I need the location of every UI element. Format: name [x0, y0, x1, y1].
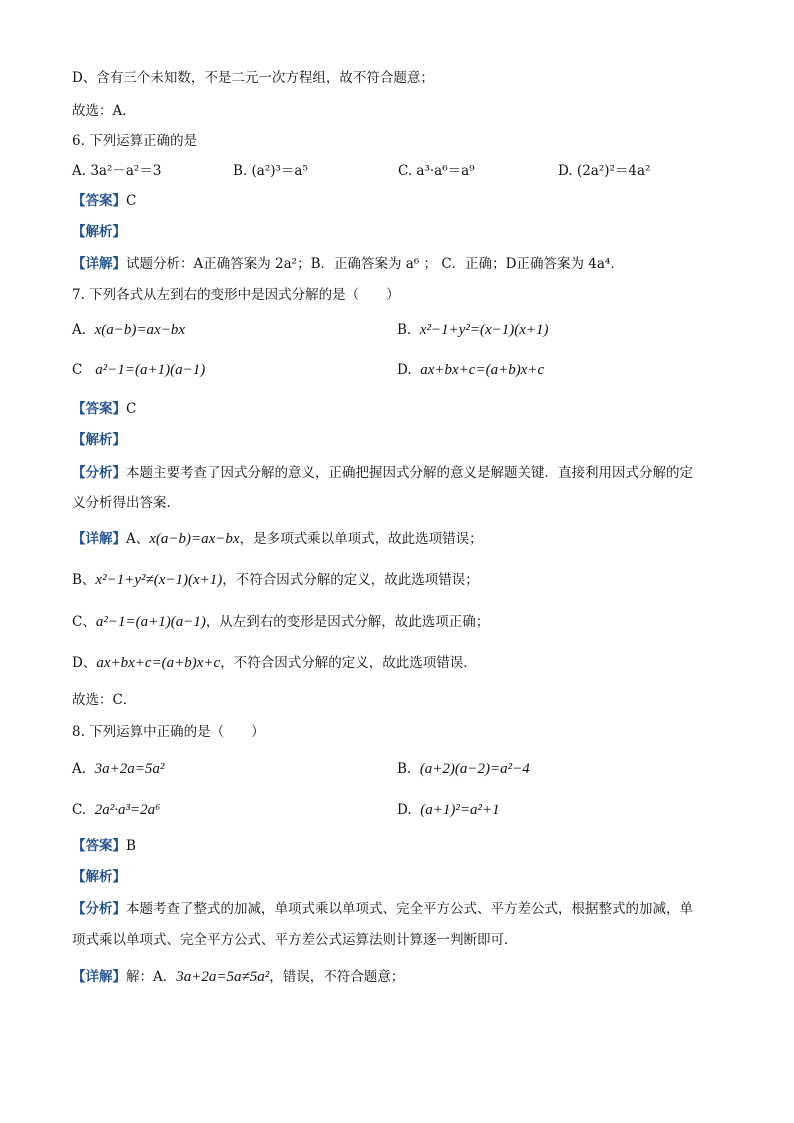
q7-fenxi-text: 本题主要考查了因式分解的意义，正确把握因式分解的意义是解题关键．直接利用因式分解的定: [126, 465, 693, 481]
q7-detail-c-text: ，从左到右的变形是因式分解，故此选项正确；: [205, 614, 490, 630]
q7-fenxi-line1: [72, 463, 693, 483]
q7-detail-d-text: ，不符合因式分解的定义，故此选项错误．: [220, 655, 477, 671]
q6-answer-value: C: [126, 193, 137, 209]
q7-detail-d-prefix: D、: [72, 655, 97, 671]
q7-answer: [72, 399, 136, 419]
answer-tag: 【答案】: [72, 193, 126, 209]
q7-detail-d-math: ax+bx+c=(a+b)x+c: [96, 655, 221, 671]
fenxi-tag: 【分析】: [72, 465, 126, 481]
q7-detail-c: [72, 612, 489, 632]
q8-option-c: [72, 800, 160, 820]
q5-option-d-explanation: D、含有三个未知数，不是二元一次方程组，故不符合题意；: [72, 70, 434, 86]
q7-option-b-label: B.: [397, 322, 412, 338]
q8-fenxi-line2: 项式乘以单项式、完全平方公式、平方差公式运算法则计算逐一判断即可．: [72, 932, 518, 948]
q7-option-a: [72, 320, 185, 340]
detail-tag: 【详解】: [72, 256, 126, 272]
q7-detail-a-prefix: A、: [126, 531, 150, 547]
q8-detail-prefix: 解：A．: [126, 969, 177, 985]
q8-option-c-math: 2a²·a³=2a⁶: [94, 802, 161, 818]
q8-fenxi-line1: [72, 899, 693, 919]
q8-option-b: [397, 759, 530, 779]
q7-choice: 故选：C．: [72, 692, 137, 708]
q8-fenxi-text: 本题考查了整式的加减，单项式乘以单项式、完全平方公式、平方差公式，根据整式的加减，单: [126, 901, 693, 917]
q7-analysis-heading: [72, 430, 126, 450]
detail-tag: 【详解】: [72, 969, 126, 985]
q7-option-a-label: A.: [72, 322, 87, 338]
q8-option-d: [397, 800, 500, 820]
q6-option-c: C. a³·a⁶＝a⁹: [398, 163, 475, 179]
q6-detail: [72, 254, 624, 274]
q8-detail-math: 3a+2a=5a≠5a²: [176, 969, 270, 985]
q8-option-a-math: 3a+2a=5a²: [94, 761, 165, 777]
q8-option-b-label: B.: [397, 761, 412, 777]
q8-answer-value: B: [126, 838, 136, 854]
q8-option-b-math: (a+2)(a−2)=a²−4: [419, 761, 530, 777]
q7-option-c-label: C: [72, 362, 83, 378]
q7-option-c: [72, 360, 205, 380]
q8-option-d-label: D.: [397, 802, 412, 818]
q7-detail-d: [72, 653, 477, 673]
q7-option-d-label: D.: [397, 362, 412, 378]
q7-option-d: [397, 360, 544, 380]
q7-detail-c-math: a²−1=(a+1)(a−1): [95, 614, 206, 630]
q7-detail-b-math: x²−1+y²≠(x−1)(x+1): [95, 572, 223, 588]
q7-detail-b-prefix: B、: [72, 572, 96, 588]
analysis-tag: 【解析】: [72, 869, 126, 885]
answer-tag: 【答案】: [72, 838, 126, 854]
fenxi-tag: 【分析】: [72, 901, 126, 917]
q5-choice: 故选：A．: [72, 103, 136, 119]
q7-stem: 7. 下列各式从左到右的变形中是因式分解的是（ ）: [72, 287, 400, 303]
q6-option-d: D. (2a²)²＝4a²: [558, 163, 651, 179]
q7-option-b: [397, 320, 549, 340]
q6-option-b: B. (a²)³＝a⁵: [233, 163, 308, 179]
q7-detail-b-text: ，不符合因式分解的定义，故此选项错误；: [222, 572, 479, 588]
q8-answer: [72, 836, 136, 856]
q6-answer: [72, 191, 136, 211]
analysis-tag: 【解析】: [72, 224, 126, 240]
analysis-tag: 【解析】: [72, 432, 126, 448]
q8-option-c-label: C.: [72, 802, 87, 818]
q6-stem: 6. 下列运算正确的是: [72, 133, 198, 149]
q6-option-a: A. 3a²－a²＝3: [72, 163, 162, 179]
q8-option-a: [72, 759, 164, 779]
q7-fenxi-line2: 义分析得出答案．: [72, 495, 180, 511]
q8-stem: 8. 下列运算中正确的是（ ）: [72, 724, 265, 740]
q7-detail-a: [72, 529, 483, 549]
detail-tag: 【详解】: [72, 531, 126, 547]
q8-option-a-label: A.: [72, 761, 87, 777]
q7-option-a-math: x(a−b)=ax−bx: [94, 322, 185, 338]
q7-detail-a-math: x(a−b)=ax−bx: [149, 531, 240, 547]
q7-option-b-math: x²−1+y²=(x−1)(x+1): [419, 322, 549, 338]
q8-detail: [72, 967, 404, 987]
q8-option-d-math: (a+1)²=a²+1: [420, 802, 500, 818]
q8-analysis-heading: [72, 867, 126, 887]
q7-answer-value: C: [126, 401, 137, 417]
q6-detail-text: 试题分析：A正确答案为 2a²；B．正确答案为 a⁶ ； C．正确；D正确答案为 4a⁴．: [126, 256, 624, 272]
q7-option-d-math: ax+bx+c=(a+b)x+c: [420, 362, 545, 378]
q8-detail-text: ，错误，不符合题意；: [269, 969, 405, 985]
q7-detail-b: [72, 570, 479, 590]
answer-tag: 【答案】: [72, 401, 126, 417]
q6-analysis-heading: [72, 222, 126, 242]
q7-detail-c-prefix: C、: [72, 614, 96, 630]
q7-option-c-math: a²−1=(a+1)(a−1): [95, 362, 206, 378]
q7-detail-a-text: ，是多项式乘以单项式，故此选项错误；: [239, 531, 483, 547]
